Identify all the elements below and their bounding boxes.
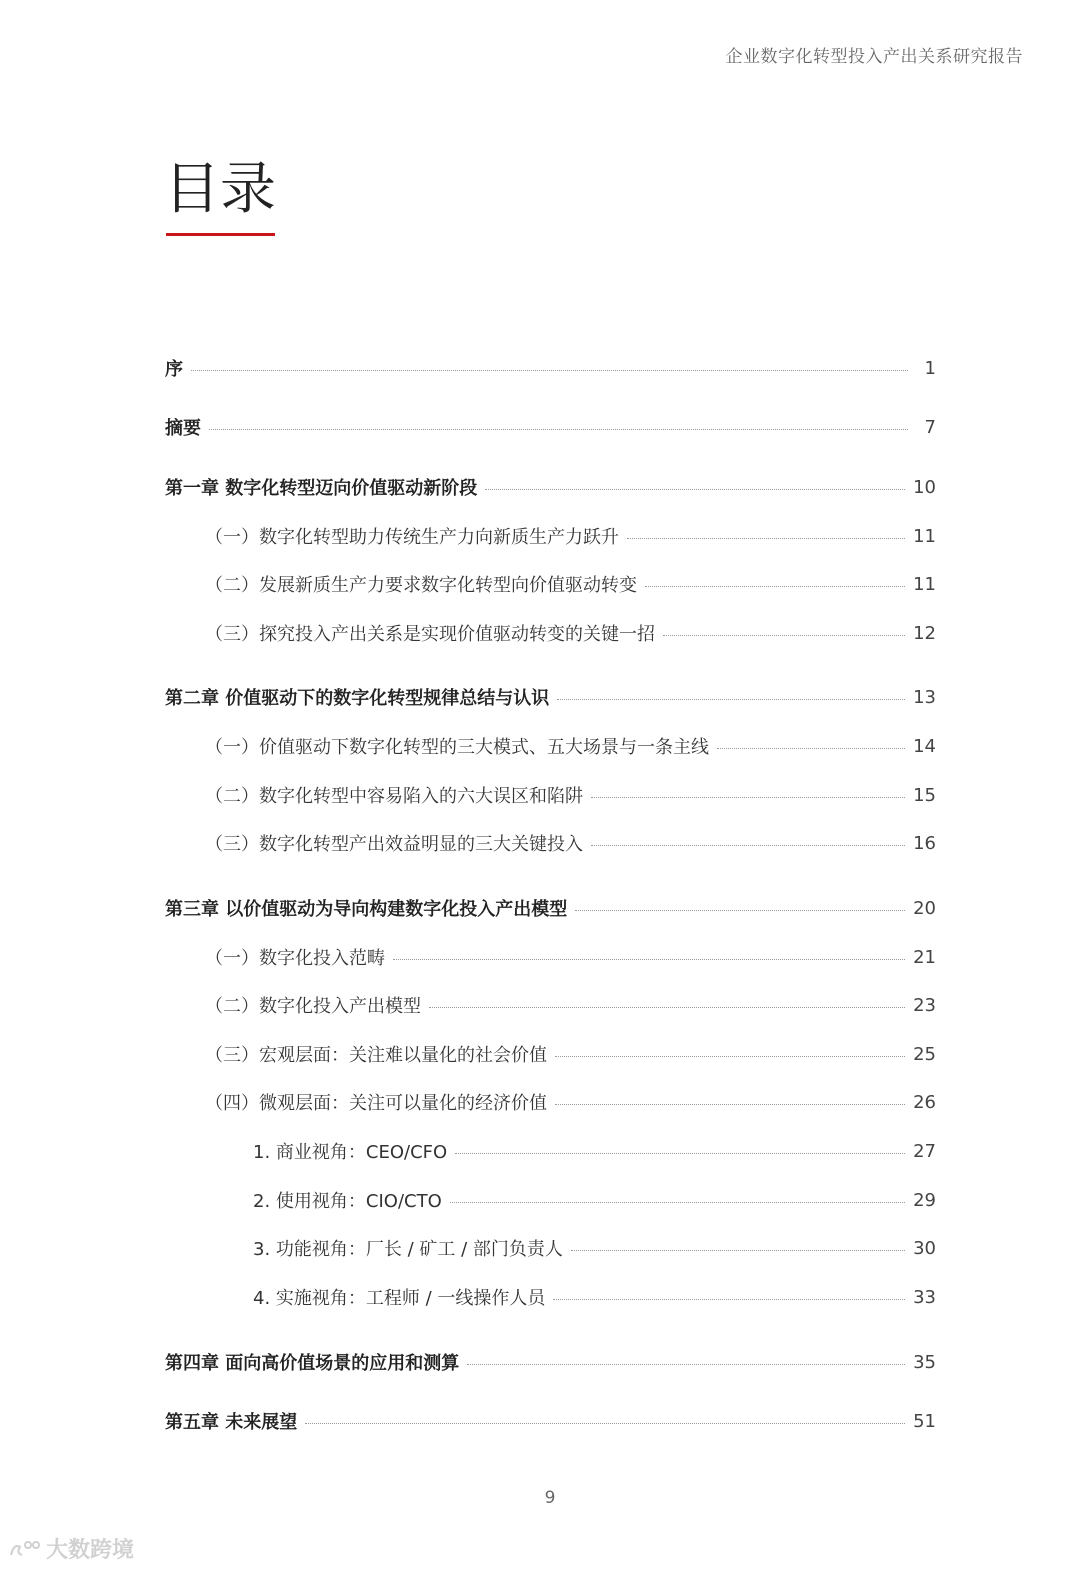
toc-entry-label: 序: [165, 359, 183, 380]
toc-entry-page: 1: [924, 357, 936, 379]
toc-entry-page: 15: [913, 784, 936, 806]
toc-entry-label: 3. 功能视角：厂长 / 矿工 / 部门负责人: [253, 1239, 563, 1260]
dot-leader: [645, 586, 905, 587]
toc-entry-label: 第一章 数字化转型迈向价值驱动新阶段: [165, 478, 478, 499]
page-number: 9: [544, 1488, 556, 1508]
dot-leader: [717, 748, 905, 749]
toc-entry-section-3-3[interactable]: [205, 1037, 936, 1071]
dot-leader: [555, 1104, 905, 1105]
dot-leader: [557, 699, 905, 700]
dot-leader: [209, 429, 908, 430]
toc-entry-page: 29: [913, 1189, 936, 1211]
toc-entry-label: （三）宏观层面：关注难以量化的社会价值: [205, 1045, 547, 1066]
toc-entry-page: 10: [913, 476, 936, 498]
toc-entry-label: （二）数字化投入产出模型: [205, 996, 421, 1017]
toc-entry-label: 第四章 面向高价值场景的应用和测算: [165, 1353, 460, 1374]
toc-entry-section-1-2[interactable]: [205, 567, 936, 601]
toc-entry-page: 30: [913, 1237, 936, 1259]
dot-leader: [429, 1007, 905, 1008]
toc-entry-section-2-3[interactable]: [205, 826, 936, 860]
toc-entry-section-2-2[interactable]: [205, 778, 936, 812]
dot-leader: [663, 635, 905, 636]
toc-entry-label: 第二章 价值驱动下的数字化转型规律总结与认识: [165, 688, 550, 709]
toc-entry-section-3-4[interactable]: [205, 1085, 936, 1119]
toc-entry-label: （二）数字化转型中容易陷入的六大误区和陷阱: [205, 786, 583, 807]
toc-entry-chapter-1[interactable]: [165, 470, 936, 504]
toc-entry-label: （三）数字化转型产出效益明显的三大关键投入: [205, 834, 583, 855]
toc-entry-label: 摘要: [165, 418, 201, 439]
toc-entry-page: 26: [913, 1091, 936, 1113]
toc-entry-label: 1. 商业视角：CEO/CFO: [253, 1142, 448, 1163]
toc-entry-label: （一）数字化转型助力传统生产力向新质生产力跃升: [205, 527, 619, 548]
toc-entry-page: 23: [913, 994, 936, 1016]
toc-entry-subsection-3-4-1[interactable]: [253, 1134, 936, 1168]
dot-leader: [591, 845, 905, 846]
toc-entry-section-1-3[interactable]: [205, 616, 936, 650]
toc-entry-page: 7: [924, 416, 936, 438]
toc-entry-label: （二）发展新质生产力要求数字化转型向价值驱动转变: [205, 575, 637, 596]
dot-leader: [553, 1299, 905, 1300]
toc-entry-page: 11: [913, 573, 936, 595]
page-title: 目录: [164, 157, 276, 222]
toc-entry-chapter-2[interactable]: [165, 680, 936, 714]
dot-leader: [393, 959, 905, 960]
toc-entry-preface[interactable]: [165, 351, 936, 385]
toc-entry-section-1-1[interactable]: [205, 519, 936, 553]
report-header-title: 企业数字化转型投入产出关系研究报告: [725, 47, 1023, 67]
dot-leader: [467, 1364, 905, 1365]
toc-entry-section-2-1[interactable]: [205, 729, 936, 763]
toc-entry-abstract[interactable]: [165, 410, 936, 444]
toc-entry-page: 27: [913, 1140, 936, 1162]
dot-leader: [485, 489, 905, 490]
dot-leader: [191, 370, 908, 371]
toc-entry-label: 2. 使用视角：CIO/CTO: [253, 1191, 442, 1212]
toc-entry-label: （一）数字化投入范畴: [205, 948, 385, 969]
toc-entry-page: 13: [913, 686, 936, 708]
title-underline-divider: [166, 233, 275, 236]
watermark-text: 大数跨境: [46, 1538, 135, 1563]
toc-entry-page: 12: [913, 622, 936, 644]
toc-entry-page: 33: [913, 1286, 936, 1308]
toc-entry-subsection-3-4-2[interactable]: [253, 1183, 936, 1217]
toc-entry-page: 35: [913, 1351, 936, 1373]
toc-entry-section-3-2[interactable]: [205, 988, 936, 1022]
toc-entry-section-3-1[interactable]: [205, 940, 936, 974]
toc-entry-page: 21: [913, 946, 936, 968]
dot-leader: [455, 1153, 905, 1154]
dot-leader: [627, 538, 905, 539]
dot-leader: [305, 1423, 905, 1424]
toc-entry-subsection-3-4-3[interactable]: [253, 1231, 936, 1265]
toc-entry-label: 4. 实施视角：工程师 / 一线操作人员: [253, 1288, 546, 1309]
toc-entry-chapter-3[interactable]: [165, 891, 936, 925]
toc-entry-label: （一）价值驱动下数字化转型的三大模式、五大场景与一条主线: [205, 737, 709, 758]
dot-leader: [571, 1250, 905, 1251]
toc-entry-chapter-5[interactable]: [165, 1404, 936, 1438]
dot-leader: [591, 797, 905, 798]
toc-entry-page: 20: [913, 897, 936, 919]
dot-leader: [450, 1202, 905, 1203]
toc-entry-page: 51: [913, 1410, 936, 1432]
toc-entry-label: 第三章 以价值驱动为导向构建数字化投入产出模型: [165, 899, 568, 920]
toc-entry-subsection-3-4-4[interactable]: [253, 1280, 936, 1314]
toc-entry-label: 第五章 未来展望: [165, 1412, 298, 1433]
toc-entry-chapter-4[interactable]: [165, 1345, 936, 1379]
toc-entry-page: 16: [913, 832, 936, 854]
dot-leader: [575, 910, 905, 911]
watermark-logo-icon: [8, 1537, 42, 1561]
toc-entry-page: 14: [913, 735, 936, 757]
dot-leader: [555, 1056, 905, 1057]
toc-entry-page: 11: [913, 525, 936, 547]
watermark: [8, 1533, 134, 1564]
toc-entry-label: （三）探究投入产出关系是实现价值驱动转变的关键一招: [205, 624, 655, 645]
toc-entry-page: 25: [913, 1043, 936, 1065]
toc-entry-label: （四）微观层面：关注可以量化的经济价值: [205, 1093, 547, 1114]
